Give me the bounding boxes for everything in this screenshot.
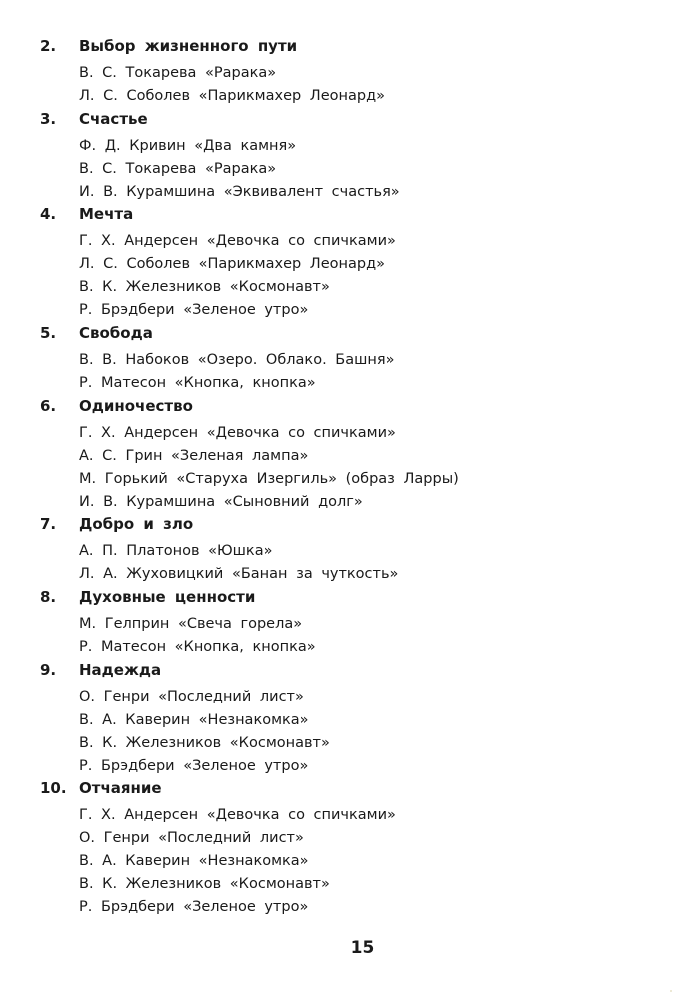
work-entry: Р. Матесон «Кнопка, кнопка» <box>79 639 316 655</box>
work-entry: Г. Х. Андерсен «Девочка со спичками» <box>79 807 396 823</box>
section-number: 4. <box>40 205 57 223</box>
section-title: Духовные ценности <box>79 588 256 606</box>
work-entry: Г. Х. Андерсен «Девочка со спичками» <box>79 233 396 249</box>
section-number: 7. <box>40 515 57 533</box>
work-entry: М. Горький «Старуха Изергиль» (образ Ларры) <box>79 471 459 487</box>
work-entry: В. С. Токарева «Рарака» <box>79 161 277 177</box>
section-number: 8. <box>40 588 57 606</box>
section-title: Одиночество <box>79 397 193 415</box>
work-entry: Л. С. Соболев «Парикмахер Леонард» <box>79 88 385 104</box>
work-entry: И. В. Курамшина «Эквивалент счастья» <box>79 184 400 200</box>
section-number: 5. <box>40 324 57 342</box>
work-entry: А. П. Платонов «Юшка» <box>79 543 273 559</box>
work-entry: В. В. Набоков «Озеро. Облако. Башня» <box>79 352 395 368</box>
work-entry: Р. Матесон «Кнопка, кнопка» <box>79 375 316 391</box>
work-entry: Г. Х. Андерсен «Девочка со спичками» <box>79 425 396 441</box>
section-title: Выбор жизненного пути <box>79 37 298 55</box>
section-title: Добро и зло <box>79 515 194 533</box>
page-number: 15 <box>350 938 375 958</box>
work-entry: Р. Брэдбери «Зеленое утро» <box>79 758 309 774</box>
work-entry: О. Генри «Последний лист» <box>79 830 304 846</box>
work-entry: Р. Брэдбери «Зеленое утро» <box>79 302 309 318</box>
section-number: 10. <box>40 779 67 797</box>
section-number: 2. <box>40 37 57 55</box>
work-entry: Л. С. Соболев «Парикмахер Леонард» <box>79 256 385 272</box>
work-entry: М. Гелприн «Свеча горела» <box>79 616 303 632</box>
section-number: 6. <box>40 397 57 415</box>
work-entry: В. А. Каверин «Незнакомка» <box>79 712 309 728</box>
section-title: Свобода <box>79 324 153 342</box>
work-entry: Л. А. Жуховицкий «Банан за чуткость» <box>79 566 399 582</box>
work-entry: А. С. Грин «Зеленая лампа» <box>79 448 309 464</box>
work-entry: О. Генри «Последний лист» <box>79 689 304 705</box>
work-entry: В. К. Железников «Космонавт» <box>79 735 330 751</box>
section-title: Счастье <box>79 110 148 128</box>
work-entry: И. В. Курамшина «Сыновний долг» <box>79 494 363 510</box>
work-entry: В. К. Железников «Космонавт» <box>79 876 330 892</box>
work-entry: В. С. Токарева «Рарака» <box>79 65 277 81</box>
work-entry: В. А. Каверин «Незнакомка» <box>79 853 309 869</box>
work-entry: В. К. Железников «Космонавт» <box>79 279 330 295</box>
section-number: 3. <box>40 110 57 128</box>
section-title: Мечта <box>79 205 134 223</box>
section-number: 9. <box>40 661 57 679</box>
section-title: Надежда <box>79 661 162 679</box>
work-entry: Р. Брэдбери «Зеленое утро» <box>79 899 309 915</box>
paper-speck <box>670 990 672 992</box>
work-entry: Ф. Д. Кривин «Два камня» <box>79 138 297 154</box>
section-title: Отчаяние <box>79 779 162 797</box>
